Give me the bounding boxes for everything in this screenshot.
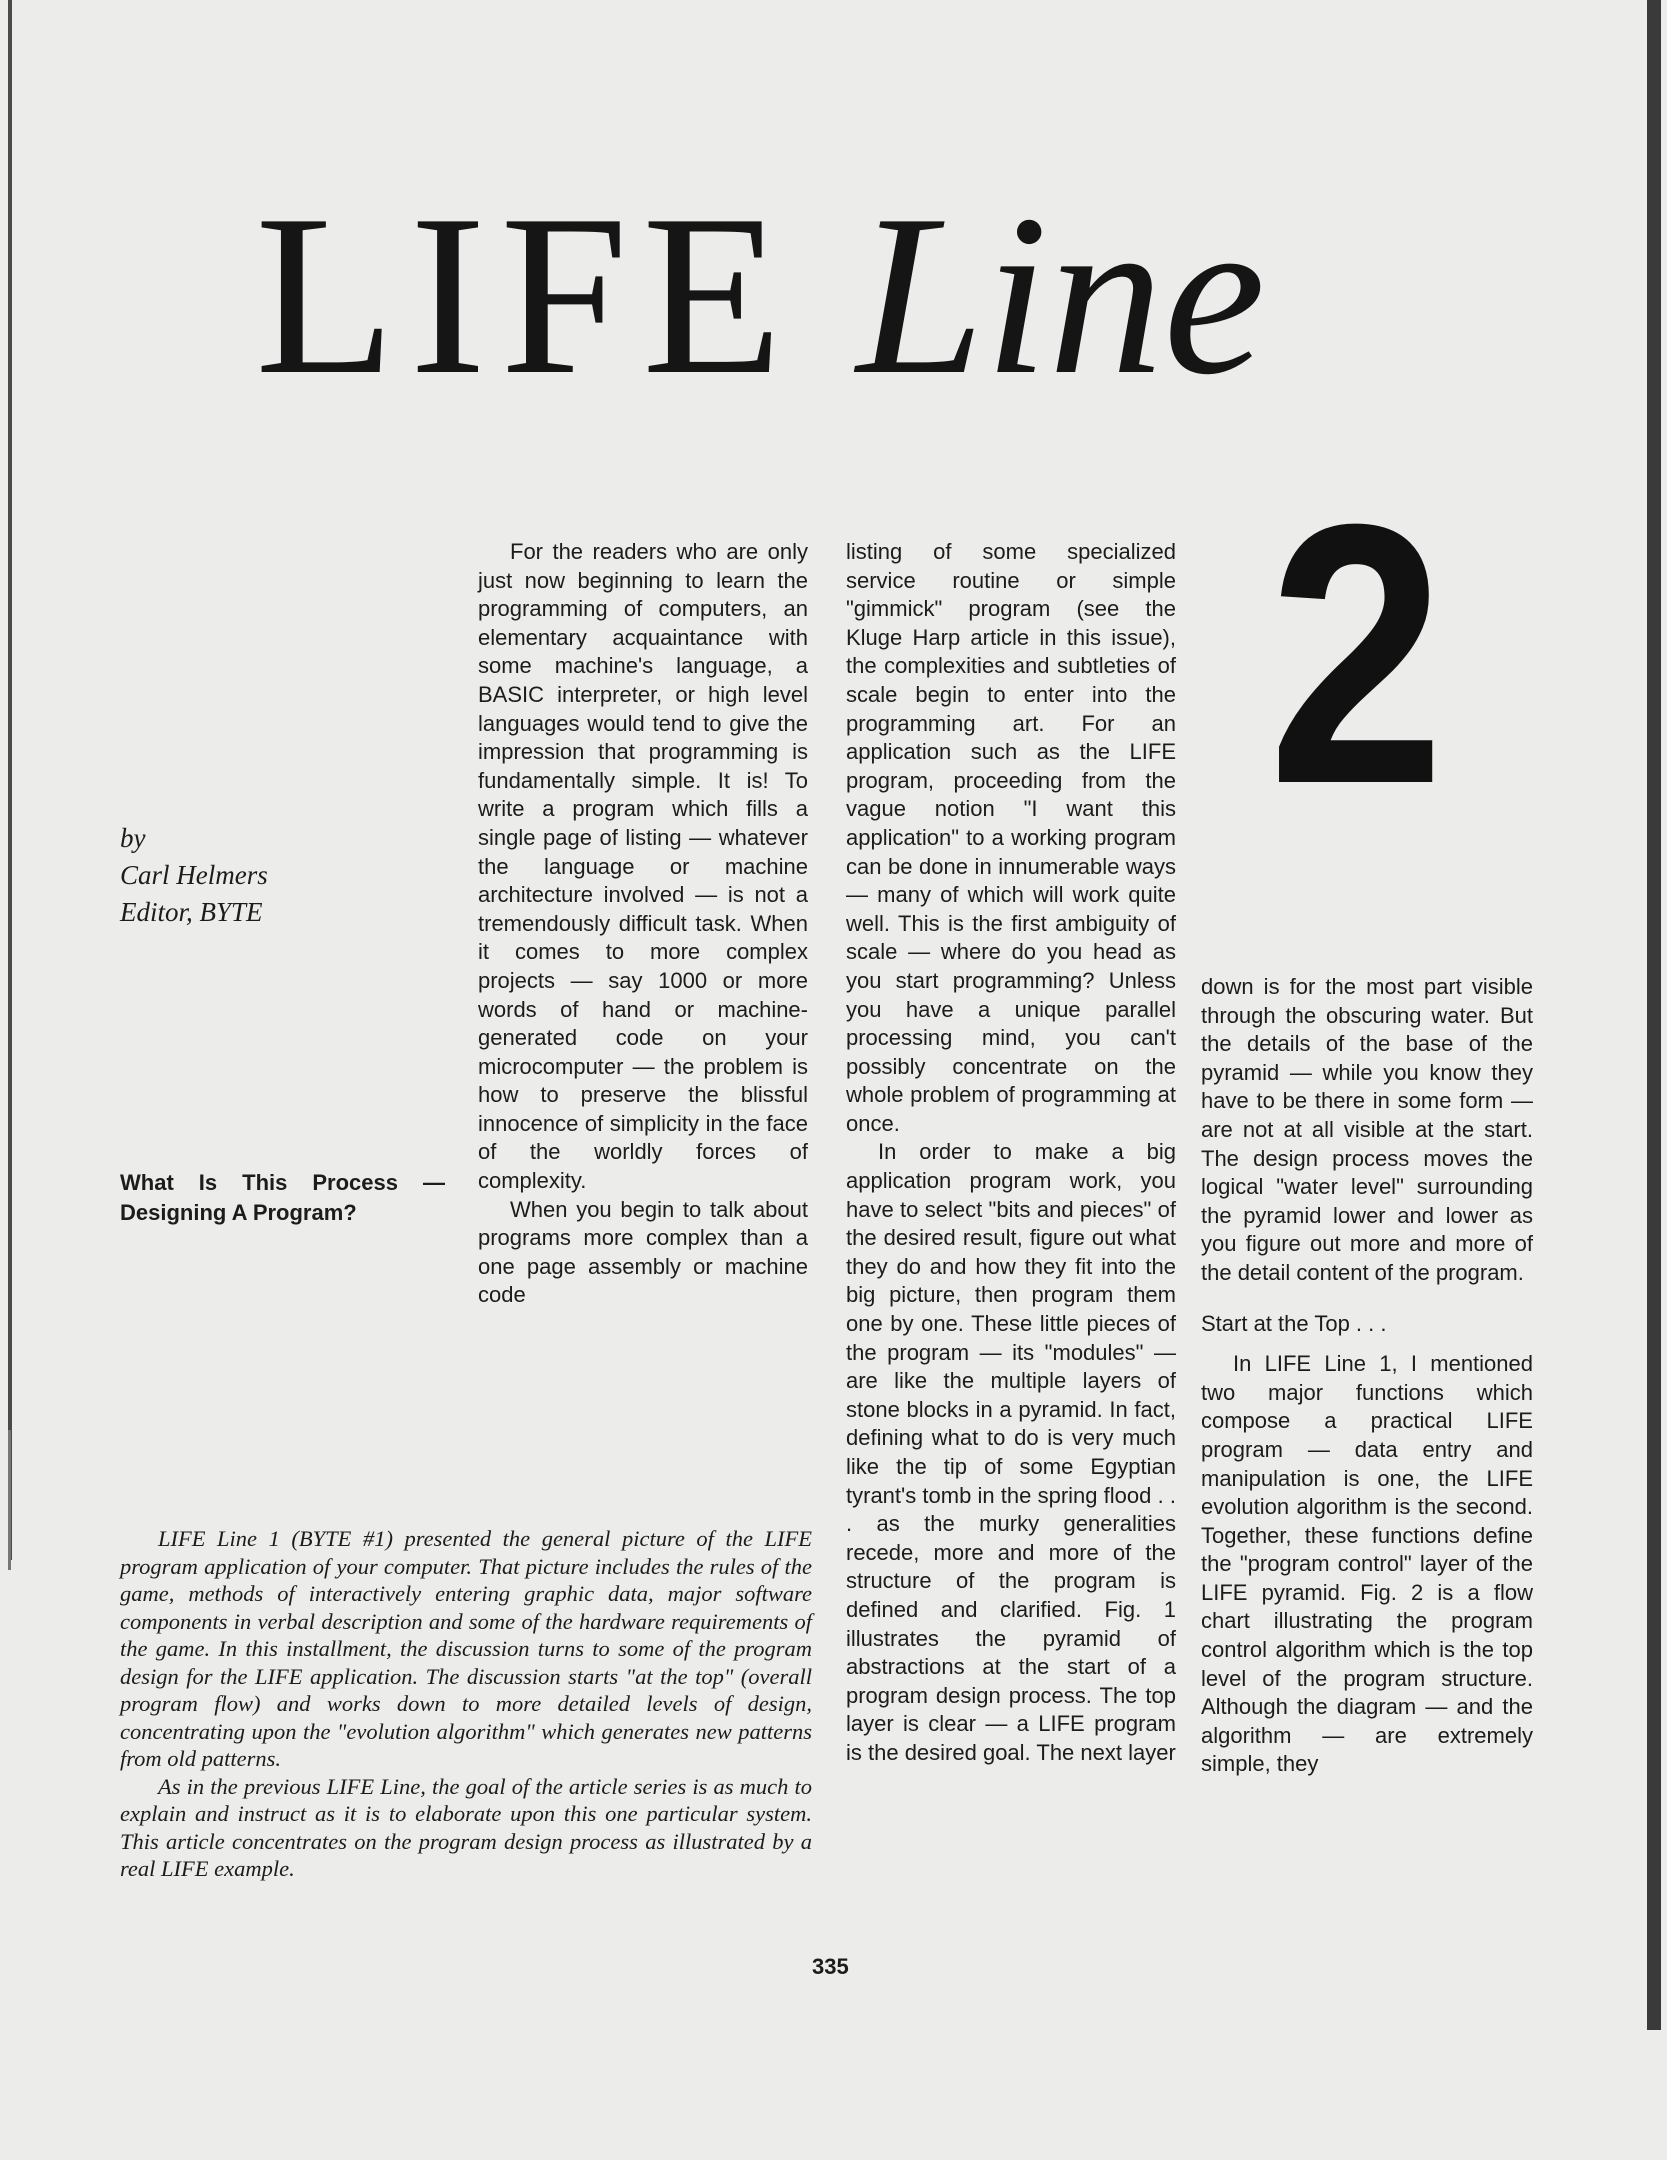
page-number: 335: [812, 1954, 849, 1979]
paragraph: In order to make a big application program work, you have to select "bits and pieces" of the desired result, figure out what they do and how they fit into the big picture, then program them one by one. These little pieces of the program — its "modules" — are like the multiple layers of stone blocks in a pyramid. In fact, defining what to do is very much like the tip of some Egyptian tyrant's tomb in the spring flood . . . as the murky generalities recede, more and more of the structure of the program is defined and clarified. Fig. 1 illustrates the pyramid of abstractions at the start of a program design process. The top layer is clear — a LIFE program is the desired goal. The next layer: [846, 1139, 1176, 1765]
paragraph: For the readers who are only just now beginning to learn the programming of computers, an elementary acquaintance with some machine's language, a BASIC interpreter, or high level languages would tend to give the impression that programming is fundamentally simple. It is! To write a program which fills a single page of listing — whatever the language or machine architecture involved — is not a tremendously difficult task. When it comes to more complex projects — say 1000 or more words of hand or machine-generated code on your microcomputer — the problem is how to preserve the blissful innocence of simplicity in the face of the worldly forces of complexity.: [478, 539, 808, 1194]
paragraph: When you begin to talk about programs more complex than a one page assembly or machine code: [478, 1196, 808, 1308]
article-abstract: [120, 1525, 812, 1883]
section-heading-start-at-top: Start at the Top . . .: [1201, 1310, 1387, 1336]
text-column-2: [846, 538, 1176, 1768]
paragraph: In LIFE Line 1, I mentioned two major functions which compose a practical LIFE program — data entry and manipulation is one, the LIFE evolution algorithm is the second. Together, these functions define the "program control" layer of the LIFE pyramid. Fig. 2 is a flow chart illustrating the program control algorithm which is the top level of the program structure. Although the diagram — and the algorithm — are extremely simple, they: [1201, 1351, 1533, 1777]
byline-role: Editor, BYTE: [120, 897, 263, 927]
title-number: 2: [1268, 448, 1445, 861]
abstract-paragraph: As in the previous LIFE Line, the goal of the article series is as much to explain and instruct as it is to elaborate upon this one particular system. This article concentrates on the program design process as illustrated by a real LIFE example.: [120, 1773, 812, 1881]
section-sidehead: What Is This Process — Designing A Program?: [120, 1170, 445, 1225]
article-title: [255, 167, 1266, 422]
byline: [120, 820, 268, 931]
paragraph: down is for the most part visible through the obscuring water. But the details of the base of the pyramid — while you know they have to be there in some form — are not at all visible at the start. The design process moves the logical "water level" surrounding the pyramid lower and lower as you figure out more and more of the detail content of the program.: [1201, 974, 1533, 1285]
byline-author: Carl Helmers: [120, 860, 268, 890]
page-edge-shadow-left-lower: [8, 1430, 11, 1570]
byline-by: by: [120, 823, 146, 853]
title-word-line: Line: [856, 167, 1266, 422]
paragraph: listing of some specialized service routine or simple "gimmick" program (see the Kluge Harp article in this issue), the complexities and subtleties of scale begin to enter into the programming art. For an application such as the LIFE program, proceeding from the vague notion "I want this application" to a working program can be done in innumerable ways — many of which will work quite well. This is the first ambiguity of scale — where do you head as you start programming? Unless you have a unique parallel processing mind, you can't possibly concentrate on the whole problem of programming at once.: [846, 539, 1176, 1136]
text-column-1: [478, 538, 808, 1310]
text-column-3: [1201, 973, 1533, 1779]
abstract-paragraph: LIFE Line 1 (BYTE #1) presented the general picture of the LIFE program application of your computer. That picture includes the rules of the game, methods of interactively entering graphic data, major software components in verbal description and some of the hardware requirements of the game. In this installment, the discussion turns to some of the program design for the LIFE application. The discussion starts "at the top" (overall program flow) and works down to more detailed levels of design, concentrating upon the "evolution algorithm" which generates new patterns from old patterns.: [120, 1526, 812, 1771]
page-edge-shadow-left: [8, 0, 12, 1560]
title-word-life: LIFE: [255, 167, 797, 422]
page-edge-shadow-right: [1647, 0, 1661, 2030]
